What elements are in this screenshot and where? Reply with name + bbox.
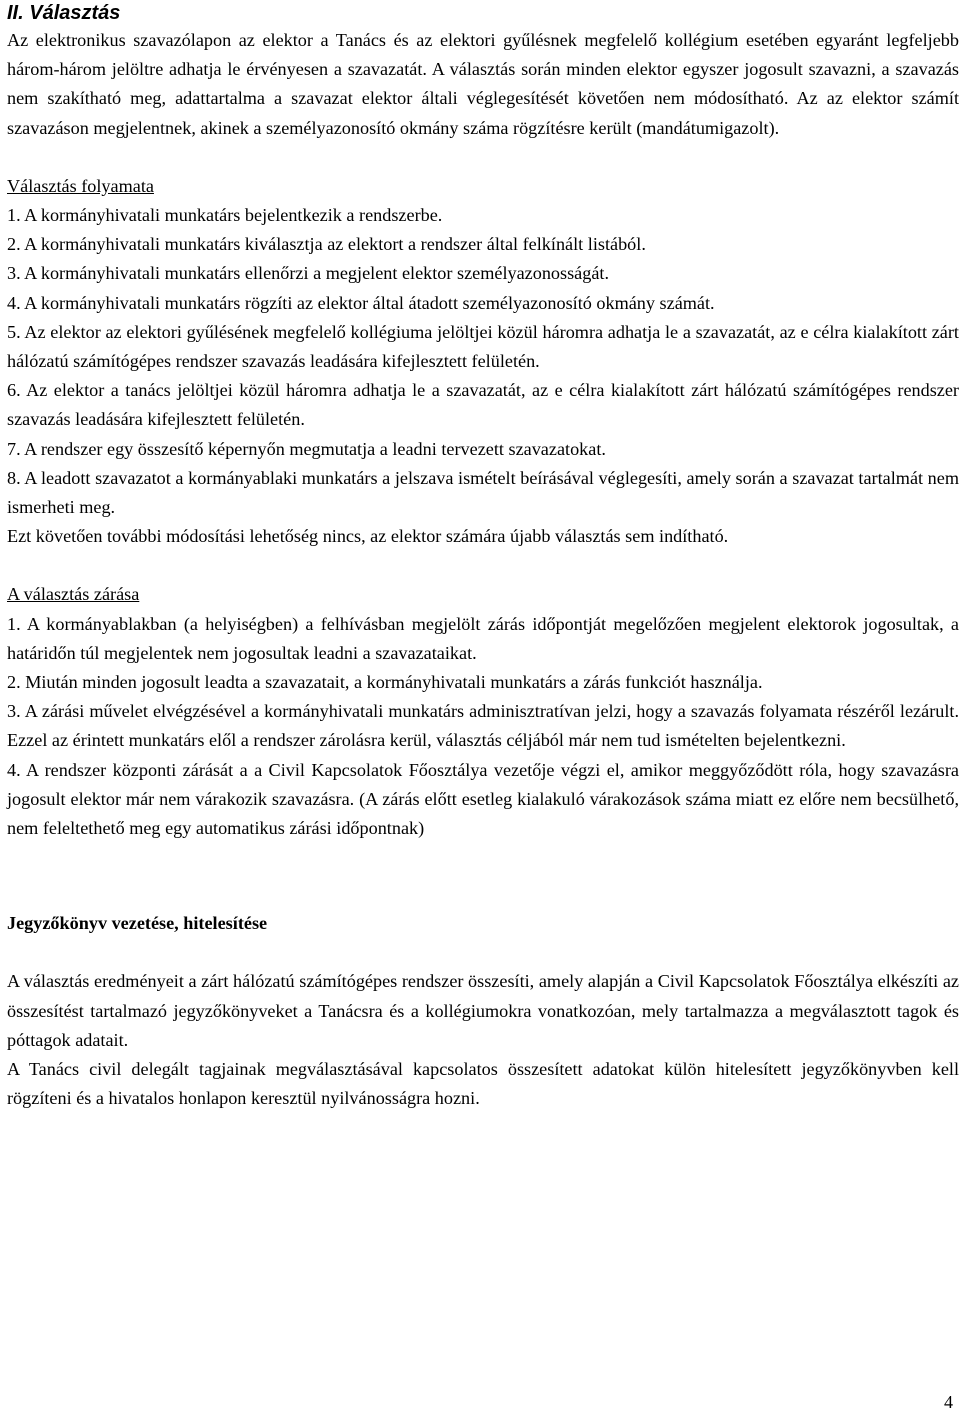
closing-title: A választás zárása bbox=[7, 584, 140, 605]
minutes-paragraph: A választás eredményeit a zárt hálózatú számítógépes rendszer összesíti, amely alapján a Civil Kapcsolatok Főosztálya elkészíti az összesítést tartalmazó jegyzőkönyveket a Tanácsra és a kollégiumokra vonatkozóan, mely tartalmazza a megválasztott tagok és póttagok adatait. bbox=[7, 971, 959, 1050]
process-item: 4. A kormányhivatali munkatárs rögzíti az elektor által átadott személyazonosító okmány számát. bbox=[7, 292, 715, 313]
closing-item: 3. A zárási művelet elvégzésével a kormányhivatali munkatárs adminisztratívan jelzi, hogy a szavazás folyamata részéről lezárult. Ezzel az érintett munkatárs elől a rendszer zárolásra kerül, választás céljából már nem tud ismételten bejelentkezni. bbox=[7, 701, 959, 751]
document-page bbox=[7, 0, 959, 1114]
process-item: 6. Az elektor a tanács jelöltjei közül háromra adhatja le a szavazatát, az e célra kialakított zárt hálózatú számítógépes rendszer szavazás leadására kifejlesztett felületén. bbox=[7, 380, 959, 430]
spacer bbox=[7, 843, 959, 909]
closing-item: 4. A rendszer központi zárását a a Civil Kapcsolatok Főosztálya vezetője végzi el, amikor meggyőződött róla, hogy szavazásra jogosult elektor már nem várakozik szavazásra. (A zárás előtt esetleg kialakuló várakozások száma miatt ez előre nem becsülhető, nem feleltethető meg egy automatikus zárási időpontnak) bbox=[7, 759, 959, 839]
section-heading: II. Választás bbox=[7, 2, 121, 24]
closing-item: 2. Miután minden jogosult leadta a szavazatait, a kormányhivatali munkatárs a zárás funkciót használja. bbox=[7, 672, 763, 693]
process-item: 5. Az elektor az elektori gyűlésének megfelelő kollégiuma jelöltjei közül háromra adhatja le a szavazatát, az e célra kialakított zárt hálózatú számítógépes rendszer szavazás leadására kifejlesztett felületén. bbox=[7, 321, 959, 372]
closing-item: 1. A kormányablakban (a helyiségben) a felhívásban megjelölt zárás időpontját megelőzően megjelent elektorok jogosultak, a határidőn túl megjelentek nem jogosultak leadni a szavazataikat. bbox=[7, 613, 959, 663]
spacer bbox=[7, 551, 959, 580]
process-title: Választás folyamata bbox=[7, 175, 154, 196]
process-note: Ezt követően további módosítási lehetőség nincs, az elektor számára újabb választás sem indítható. bbox=[7, 526, 729, 547]
minutes-paragraph: A Tanács civil delegált tagjainak megválasztásával kapcsolatos összesített adatokat külön hitelesített jegyzőkönyvben kell rögzíteni és a hivatalos honlapon keresztül nyilvánosságra hozni. bbox=[7, 1059, 959, 1109]
minutes-title: Jegyzőkönyv vezetése, hitelesítése bbox=[7, 913, 268, 934]
spacer bbox=[7, 143, 959, 172]
process-item: 1. A kormányhivatali munkatárs bejelentkezik a rendszerbe. bbox=[7, 205, 443, 226]
process-item: 8. A leadott szavazatot a kormányablaki munkatárs a jelszava ismételt beírásával véglegesíti, amely során a szavazat tartalmát nem ismerheti meg. bbox=[7, 467, 959, 518]
intro-paragraph: Az elektronikus szavazólapon az elektor a Tanács és az elektori gyűlésnek megfelelő kollégium esetében egyaránt legfeljebb három-három jelöltre adhatja le érvényesen a szavazatát. A választás során minden elektor egyszer jogosult szavazni, a szavazás nem szakítható meg, adattartalma a szavazat elektor általi véglegesítését követően nem módosítható. Az az elektor számít szavazáson megjelentnek, akinek a személyazonosító okmány száma rögzítésre került (mandátumigazolt). bbox=[7, 30, 959, 138]
spacer bbox=[7, 938, 959, 967]
process-item: 7. A rendszer egy összesítő képernyőn megmutatja a leadni tervezett szavazatokat. bbox=[7, 438, 606, 459]
page-number: 4 bbox=[944, 1392, 953, 1412]
process-item: 2. A kormányhivatali munkatárs kiválasztja az elektort a rendszer által felkínált listából. bbox=[7, 234, 646, 255]
process-item: 3. A kormányhivatali munkatárs ellenőrzi a megjelent elektor személyazonosságát. bbox=[7, 263, 610, 284]
